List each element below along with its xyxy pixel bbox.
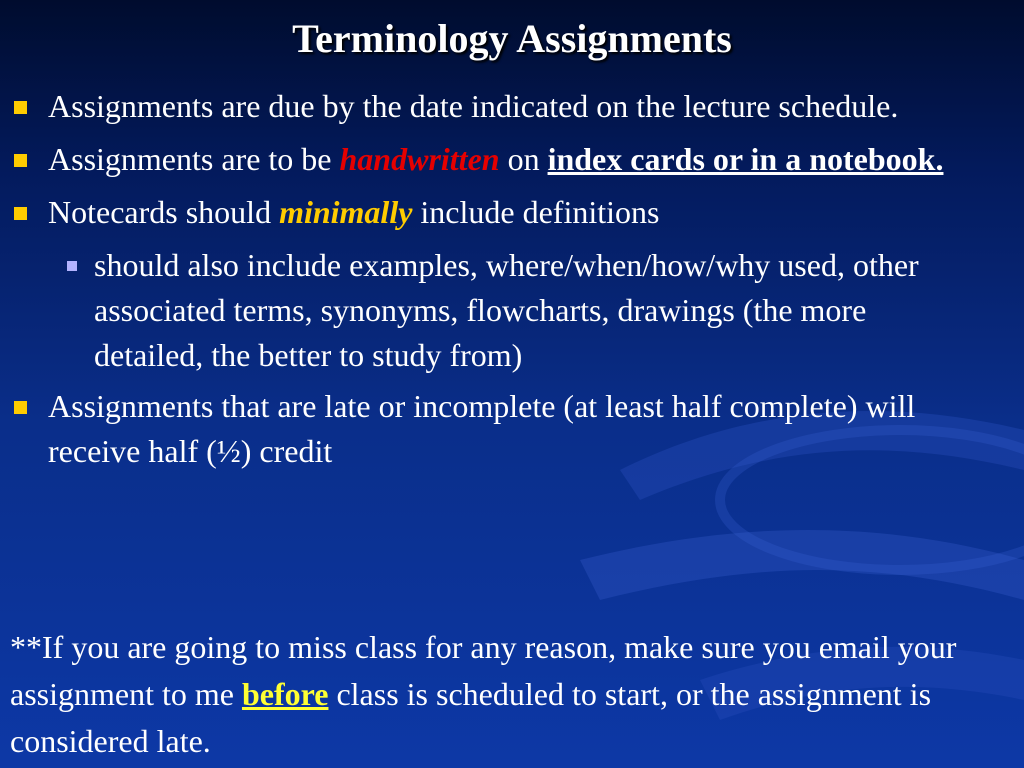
footer-text-before: **If you are going to miss class for any reason, make sure you email your assignment to me bbox=[10, 629, 957, 712]
footer-note bbox=[10, 624, 1010, 765]
square-sub-bullet-icon bbox=[67, 261, 77, 271]
bullet-list bbox=[0, 84, 1024, 482]
bullet-text: Assignments are due by the date indicated on the lecture schedule. bbox=[48, 88, 899, 124]
bullet-text-before: Assignments are to be bbox=[48, 141, 340, 177]
bullet-text-middle: on bbox=[499, 141, 548, 177]
square-bullet-icon bbox=[14, 154, 27, 167]
bullet-late-assignments bbox=[0, 384, 1024, 474]
footer-text-after: class is scheduled to start, or the assignment is considered late. bbox=[10, 676, 932, 759]
index-cards-underlined: index cards or in a notebook. bbox=[547, 141, 944, 177]
square-bullet-icon bbox=[14, 401, 27, 414]
square-bullet-icon bbox=[14, 101, 27, 114]
slide-title: Terminology Assignments bbox=[292, 16, 732, 61]
minimally-emphasis: minimally bbox=[279, 194, 413, 230]
square-bullet-icon bbox=[14, 207, 27, 220]
sub-bullet-examples bbox=[0, 243, 1024, 378]
bullet-text-before: Notecards should bbox=[48, 194, 280, 230]
bullet-notecards bbox=[0, 190, 1024, 235]
bullet-due-date bbox=[0, 84, 1024, 129]
before-emphasis: before bbox=[241, 676, 329, 712]
handwritten-emphasis: handwritten bbox=[339, 141, 500, 177]
bullet-text-after: include definitions bbox=[412, 194, 660, 230]
sub-bullet-text: should also include examples, where/when/how/why used, other associated terms, synonyms, flowcharts, drawings (the more detailed, the better to study from) bbox=[94, 247, 919, 373]
bullet-handwritten bbox=[0, 137, 1024, 182]
bullet-text: Assignments that are late or incomplete (at least half complete) will receive half (½) credit bbox=[48, 388, 916, 469]
